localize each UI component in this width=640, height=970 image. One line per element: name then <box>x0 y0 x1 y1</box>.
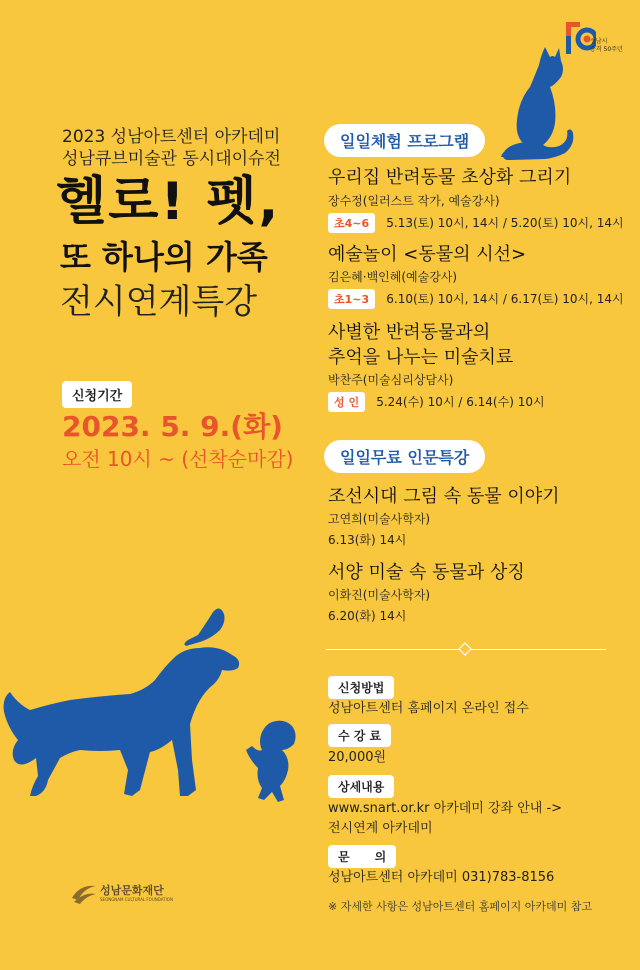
program2-item1-sched: 6.13(화) 14시 <box>328 533 407 547</box>
apply-period-time: 오전 10시 ~ (선착순마감) <box>62 447 294 471</box>
program2-item2-title: 서양 미술 속 동물과 상징 <box>328 562 525 583</box>
program1-item2-schedule-row <box>328 288 624 309</box>
program1-item1-schedule-row <box>328 212 624 233</box>
apply-period-date: 2023. 5. 9.(화) <box>62 410 283 443</box>
program1-item3-tag: 성 인 <box>328 392 365 412</box>
foundation-name: 성남문화재단 <box>100 884 164 897</box>
detail-label: 상세내용 <box>328 775 394 798</box>
program1-item2-sched: 6.10(토) 10시, 14시 / 6.17(토) 10시, 14시 <box>386 292 624 306</box>
program1-heading: 일일체험 프로그램 <box>324 124 485 157</box>
program2-item1-title: 조선시대 그림 속 동물 이야기 <box>328 486 560 507</box>
detail-value-line1: www.snart.or.kr 아카데미 강좌 안내 -> <box>328 801 563 816</box>
program1-item3-title2: 추억을 나누는 미술치료 <box>328 347 514 368</box>
diamond-icon <box>458 642 472 656</box>
title-line1: 헬로! 펫, <box>56 172 281 232</box>
header-line1: 2023 성남아트센터 아카데미 <box>62 127 281 147</box>
program1-item1-tag: 초4~6 <box>328 213 375 233</box>
program1-item2-tag: 초1~3 <box>328 289 375 309</box>
program1-item2-title: 예술놀이 <동물의 시선> <box>328 244 527 265</box>
header-line2: 성남큐브미술관 동시대이슈전 <box>62 149 281 169</box>
apply-period-label: 신청기간 <box>62 381 132 408</box>
program1-item2-who: 김은혜·백인혜(예술강사) <box>328 270 458 284</box>
foundation-sub: SEONGNAM CULTURAL FOUNDATION <box>100 897 173 902</box>
program2-item2-who: 이화진(미술사학자) <box>328 588 431 602</box>
program1-item3-title1: 사별한 반려동물과의 <box>328 322 491 343</box>
logo-top-line1: 성남시 <box>590 38 608 45</box>
method-label: 신청방법 <box>328 676 394 699</box>
program1-item3-sched: 5.24(수) 10시 / 6.14(수) 10시 <box>376 395 545 409</box>
program2-item2-sched: 6.20(화) 14시 <box>328 609 407 623</box>
title-line3: 전시연계특강 <box>60 282 258 322</box>
dog-and-bird-silhouette-icon <box>0 600 320 820</box>
detail-value-line2: 전시연계 아카데미 <box>328 821 433 836</box>
fee-label: 수 강 료 <box>328 724 391 747</box>
title-line2: 또 하나의 가족 <box>60 238 268 276</box>
foundation-logo <box>70 880 190 910</box>
contact-value: 성남아트센터 아카데미 031)783-8156 <box>328 870 555 885</box>
logo-top-line2: 승격 50주년 <box>590 46 623 53</box>
program1-item1-who: 장수정(일러스트 작가, 예술강사) <box>328 194 500 208</box>
program1-item3-schedule-row <box>328 391 545 412</box>
program2-item1-who: 고연희(미술사학자) <box>328 512 431 526</box>
contact-label: 문 의 <box>328 845 396 868</box>
program1-item3-who: 박찬주(미술심리상담사) <box>328 373 454 387</box>
foundation-emblem-icon <box>70 880 98 906</box>
cat-silhouette-icon <box>495 45 580 160</box>
note-text: ※ 자세한 사항은 성남아트센터 홈페이지 아카데미 참고 <box>328 900 592 913</box>
method-value: 성남아트센터 홈페이지 온라인 접수 <box>328 701 529 716</box>
program1-item1-sched: 5.13(토) 10시, 14시 / 5.20(토) 10시, 14시 <box>386 216 624 230</box>
program1-item1-title: 우리집 반려동물 초상화 그리기 <box>328 167 572 188</box>
fee-value: 20,000원 <box>328 750 387 765</box>
program2-heading: 일일무료 인문특강 <box>324 440 485 473</box>
